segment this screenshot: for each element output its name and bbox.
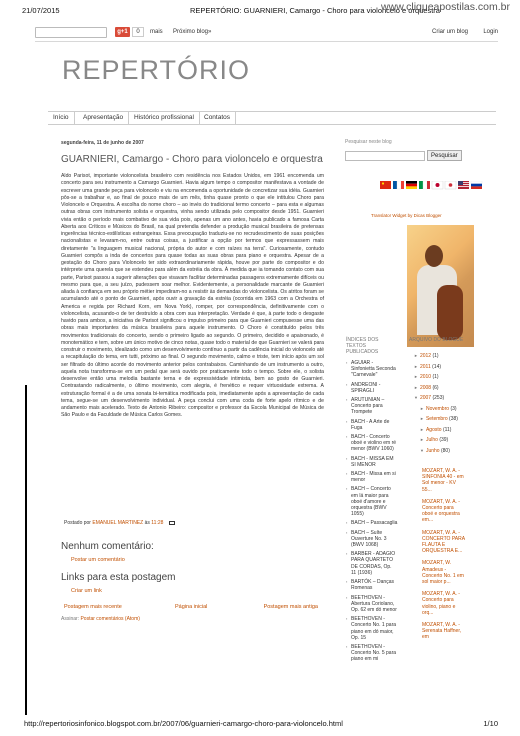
index-item[interactable]: ▪ BEETHOVEN - Concerto No. 1 para piano em dó maior, Op. 15 xyxy=(346,616,398,641)
june-posts-list xyxy=(422,468,466,647)
toggle-right-icon[interactable]: ► xyxy=(414,353,418,358)
create-link-link[interactable]: Criar um link xyxy=(71,588,102,594)
archive-month-september[interactable]: ► Setembro (38) xyxy=(420,416,458,422)
atom-comments-link[interactable]: Postar comentários (Atom) xyxy=(80,616,140,622)
index-item[interactable]: ▪ BACH - Concerto oboé e violino em ré menor (BWV 1060) xyxy=(346,434,398,453)
index-item[interactable]: ▪ BEETHOVEN - Concerto No. 5 para piano em mi xyxy=(346,644,398,663)
cello-shape xyxy=(437,285,463,340)
translator-credit[interactable]: Translator Widget by Dicas Blogger xyxy=(371,213,442,218)
next-blog-link[interactable]: Próximo blog» xyxy=(173,29,212,35)
archive-month-june[interactable]: ▼ Junho (80) xyxy=(420,447,450,454)
flag-china-icon xyxy=(380,181,391,189)
post-body: Aldo Parisot, importante violoncelista brasileiro com residência nos Estados Unidos, em 1961 encomenda um concerto para seu instrumento a Camargo Guarnieri. Havia algum tempo o compositor manifestava a vontade de escrever uma grande peça para violoncelo e viu na encomenda a oportunidade de concretizar sua idéia. Guarnieri pôs-se a trabalhar e, ao final de pouco mais de um mês, tinha quase pronto o que ele intitulou Choro para Violoncelo e Orquestra. A escolha do nome choro – ao invés do tradicional termo concerto – para esta e algumas outras obras com instrumento solista e orquestra, vinha sendo utilizada pelo compositor desde 1951. Guarnieri vivia então o período mais combativo de sua vida pois, apenas um ano antes, havia publicado a famosa Carta Aberta aos Críticos e Músicos do Brasil, na qual pretendia defender a produção musical brasileira de pretensas ingerências técnico-estilísticas estrangeiras. Essa preocupação traduziu-se no recrudescimento de suas posições nacionalistas e levaram-no, entre outras coisas, a justificar a opção por termos que expressassem mais diretamente "a linguagem musical nacional, própria do autor e com raízes na terra". Curiosamente, contudo Guarnieri compôs a inda de concertos para quase todas as suas obras para piano e orquestra. Apesar de a gestação do Choro para Violoncelo ter sido extraordinariamente rápida, houve por parte do compositor e do intérprete uma querela que se estendeu para além da estréia da obra. À medida que ia tomando contato com sua parte, Parisot passou a sugerir alterações que visavam facilitar determinadas passagens extremamente difíceis ou mesmo para que, a seu juízo, pudessem soar melhor. Evidentemente, a personalidade marcante de Guarnieri aliada à confiança em seu próprio métier impediram-no a resistir às demandas do violoncelista. Os atritos foram se acumulando até o ponto de Guarnieri, após ouvir a gravação da estréia (ocorrida em 1963 com a Orchestra of America e regida por Richard Korn, em Nova York), romper, por correspondência, definitivamente com o violoncelista, acusando-o de ter destruído a obra com sua interpretação. Verdade é que, à parte todo o desgaste havido para ambos, a iniciativa de Parisot significou o impulso primeiro para que Guarnieri compusesse uma das obras mais importantes da música brasileira para aquele instrumento. O Choro é constituído pelos três movimentos tradicionais do concerto, sendo o primeiro ligado ao segundo. O primeiro, decidido e apaixonado, é monotemático e tem, sobre um único motivo de cinco notas, quase todo o material de que Guarnieri se valerá para construir o movimento, idealizado como um desenvolvimento contínuo a partir da cadência inicial do violoncelo até a recapitulação do tema, em tutti, próximo ao final. O segundo movimento, calmo e triste, tem início após um sol ser filtrado do último acorde do movimento anterior pelos contrabaixos. Caminhando de um instrumento a outro, aquela nota transforma-se em um pedal que será ouvido por praticamente todo o tempo. Sobre ele, o solista desenvolve então uma melodia bastante terna e de expressividade intimista, bem ao gosto de Guarnieri. Contrastando radicalmente, o último movimento, com alegria, é frenético e requer virtuosidade extrema. A estruturação formal é a de uma sonata bi-temática modificada pois, imediatamente após a apresentação de cada tema, segue-se um desenvolvimento individual. A peça conclui com uma coda de forte apelo rítmico e de andamento mais acelerado. Texto de Antonio Ribeiro: compositor e professor da Escola Municipal de Música de São Paulo e da Faculdade de Música Carlos Gomes. xyxy=(61,173,324,419)
archive-post-link[interactable]: MOZART, W. Amadeus - Concerto No. 1 em sol maior p... xyxy=(422,560,464,586)
flag-usa-icon xyxy=(458,181,469,189)
flag-france-icon xyxy=(393,181,404,189)
index-item[interactable]: ▪ BACH – Suíte Ouverture No. 3 (BWV 1068) xyxy=(346,530,398,549)
watermark: www.cliqueapostilas.com.br xyxy=(381,1,510,13)
archive-heading: ARQUIVO DO BLOGUE xyxy=(409,337,464,343)
tab-home[interactable]: Início xyxy=(48,112,75,124)
archive-post-link[interactable]: MOZART, W. A. - Serenata Haffner, em xyxy=(422,622,462,641)
index-item[interactable]: ▪ BARTÓK – Danças Romenas xyxy=(346,579,398,591)
tab-professional-history[interactable]: Histórico profissional xyxy=(129,112,200,124)
archive-month-november[interactable]: ► Novembro (3) xyxy=(420,405,457,412)
tab-presentation[interactable]: Apresentação xyxy=(78,112,129,124)
toggle-right-icon[interactable]: ► xyxy=(420,405,424,411)
blogger-navbar xyxy=(35,25,498,42)
older-post-link[interactable]: Postagem mais antiga xyxy=(263,604,318,610)
post-title[interactable]: GUARNIERI, Camargo - Choro para violoncelo e orquestra xyxy=(61,154,323,165)
flag-icons[interactable] xyxy=(380,181,500,193)
email-post-icon[interactable] xyxy=(169,521,175,525)
archive-month-july[interactable]: ► Julho (39) xyxy=(420,437,449,443)
archive-year-2012[interactable]: ► 2012 (1) xyxy=(414,353,439,359)
photo-head xyxy=(425,245,443,267)
index-item[interactable]: ▪ BARBER - ADAGIO PARA QUARTETO DE CORDAS, Op. 11 (1936) xyxy=(346,551,398,576)
gplus-button[interactable]: g+1 xyxy=(115,27,130,37)
login-link[interactable]: Login xyxy=(483,29,498,35)
cellist-photo xyxy=(407,225,474,347)
flag-germany-icon xyxy=(406,181,417,189)
toggle-right-icon[interactable]: ► xyxy=(414,363,418,369)
index-item[interactable]: ▪ BACH - MISSA EM SI MENOR xyxy=(346,456,398,468)
scroll-bar-edge xyxy=(25,385,27,715)
archive-post-link[interactable]: MOZART, W. A. - SINFONIA 40 - em Sol menor - KV 55... xyxy=(422,468,464,493)
flag-japan-icon xyxy=(432,181,443,189)
archive-post-link[interactable]: MOZART, W. A. - Concerto para oboé e orquestra em... xyxy=(422,498,460,524)
blog-title[interactable]: REPERTÓRIO xyxy=(62,55,251,85)
index-item[interactable]: ▪ BACH – Passacaglia xyxy=(346,520,398,526)
print-page-number: 1/10 xyxy=(483,719,498,728)
create-blog-link[interactable]: Criar um blog xyxy=(431,29,468,35)
toggle-right-icon[interactable]: ► xyxy=(420,437,424,442)
page-tabs xyxy=(48,111,496,125)
atom-label: Assinar: xyxy=(61,616,80,622)
at-label: às xyxy=(144,520,150,526)
toggle-down-icon[interactable]: ▼ xyxy=(414,395,418,400)
author-link[interactable]: EMANUEL MARTINEZ xyxy=(92,520,144,526)
archive-post-link[interactable]: MOZART, W. A. - CONCERTO PARA FLAUTA E ORQUESTRA E... xyxy=(422,529,465,555)
index-item[interactable]: ▪ BEETHOVEN - Abertura Coriolano, Op. 62 em dó menor xyxy=(346,595,398,614)
print-date: 21/07/2015 xyxy=(22,6,60,15)
flag-korea-icon xyxy=(445,181,456,189)
index-item[interactable]: ▪ BACH - Missa em si menor xyxy=(346,471,398,483)
more-link[interactable]: mais xyxy=(150,29,163,35)
index-heading: ÍNDICES DOS TEXTOS PUBLICADOS xyxy=(346,337,379,355)
archive-year-2011[interactable]: ► 2011 (14) xyxy=(414,363,442,370)
flag-russia-icon xyxy=(471,181,482,189)
post-time-link[interactable]: 11:28 xyxy=(151,520,164,526)
sidebar xyxy=(345,139,463,159)
post-date: segunda-feira, 11 de junho de 2007 xyxy=(61,140,144,146)
tab-contacts[interactable]: Contatos xyxy=(199,112,236,124)
translator-flags xyxy=(380,180,500,198)
sidebar-search-input[interactable] xyxy=(345,151,425,161)
comments-heading: Nenhum comentário: xyxy=(61,541,154,552)
toggle-right-icon[interactable]: ► xyxy=(414,384,418,390)
archive-post-link[interactable]: MOZART, W. A. - Concerto para violino, piano e orq... xyxy=(422,591,460,616)
index-list xyxy=(346,360,398,666)
toggle-down-icon[interactable]: ▼ xyxy=(420,447,424,453)
archive-month-august[interactable]: ► Agosto (11) xyxy=(420,426,452,433)
post-comment-link[interactable]: Postar um comentário xyxy=(71,557,125,563)
newer-post-link[interactable]: Postagem mais recente xyxy=(64,604,122,610)
sidebar-search-label: Pesquisar neste blog xyxy=(345,139,392,145)
archive-year-2008[interactable]: ► 2008 (6) xyxy=(414,384,439,391)
flag-italy-icon xyxy=(419,181,430,189)
navbar-search-input[interactable] xyxy=(35,27,107,38)
post xyxy=(61,140,324,420)
gplus-count: 0 xyxy=(132,27,144,37)
archive-year-2010[interactable]: ► 2010 (1) xyxy=(414,374,439,380)
print-page-title: REPERTÓRIO: GUARNIERI, Camargo - Choro para violoncelo e orquestra xyxy=(190,6,440,15)
toggle-right-icon[interactable]: ► xyxy=(420,426,424,432)
index-item[interactable]: ▪ AGUIAR - Sinfonietta Seconda "Carnevale" xyxy=(346,360,398,379)
index-item[interactable]: ▪ BACH - A Arte de Fuga xyxy=(346,419,398,431)
print-footer-url: http://repertoriosinfonico.blogspot.com.br/2007/06/guarnieri-camargo-choro-para-violoncelo.html xyxy=(24,719,343,728)
toggle-right-icon[interactable]: ► xyxy=(420,416,424,421)
sidebar-search-button[interactable]: Pesquisar xyxy=(427,150,462,161)
atom-feed xyxy=(61,616,140,622)
index-item[interactable]: ▪ ANDREONI - SPIRAGLI xyxy=(346,382,398,394)
links-heading: Links para esta postagem xyxy=(61,572,176,583)
posted-by-label: Postado por xyxy=(64,520,91,526)
toggle-right-icon[interactable]: ► xyxy=(414,374,418,379)
print-header xyxy=(22,1,510,16)
index-item[interactable]: ▪ ARUTUNIAN – Concerto para Trompete xyxy=(346,397,398,416)
home-link[interactable]: Página inicial xyxy=(175,604,208,610)
post-footer xyxy=(64,520,175,526)
blog-pager xyxy=(61,604,324,613)
index-item[interactable]: ▪ BACH – Concerto em lá maior para oboé d'amore e orquestra (BWV 1055) xyxy=(346,486,398,517)
archive-year-2007[interactable]: ▼ 2007 (253) xyxy=(414,395,445,401)
archive-list xyxy=(414,353,466,458)
